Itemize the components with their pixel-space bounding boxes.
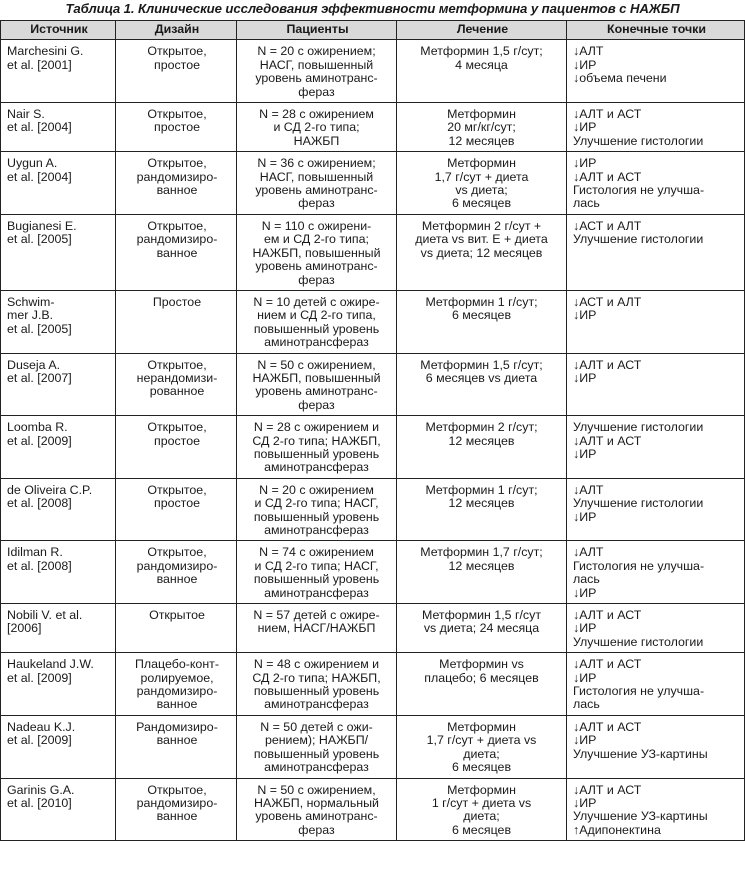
cell-line: N = 74 с ожирением — [259, 545, 374, 560]
cell-line: ↓АСТ и АЛТ — [573, 218, 642, 233]
cell-line: ↓АЛТ и АСТ — [573, 608, 642, 623]
treatment-cell — [397, 541, 567, 604]
cell-line: 12 месяцев — [448, 433, 515, 448]
cell-line: vs диета; — [455, 183, 508, 198]
cell-line: ↓ИР — [573, 670, 597, 685]
cell-line: ↓АЛТ и АСТ — [573, 357, 642, 372]
cell-line: и СД 2-го типа; — [273, 120, 360, 135]
table-row — [1, 478, 745, 541]
cell-line: et al. [2009] — [7, 733, 72, 748]
cell-line: et al. [2005] — [7, 321, 72, 336]
cell-line: НАСГ, повышенный — [259, 169, 374, 184]
cell-line: N = 57 детей с ожире- — [253, 608, 380, 623]
cell-line: 6 месяцев — [451, 760, 512, 775]
cell-line: простое — [153, 120, 200, 135]
cell-line: vs диета; 24 месяца — [423, 621, 540, 636]
cell-line: простое — [153, 433, 200, 448]
cell-line: Marchesini G. — [7, 44, 84, 59]
treatment-cell — [397, 416, 567, 479]
cell-line: НАЖБП, повышенный — [252, 370, 381, 385]
endpoints-cell — [567, 214, 745, 290]
cell-line: Bugianesi E. — [7, 218, 77, 233]
cell-line: 6 месяцев vs диета — [425, 370, 538, 385]
endpoints-cell — [567, 103, 745, 152]
table-row — [1, 778, 745, 841]
patients-cell — [237, 152, 397, 215]
cell-line: Nobili V. et al. — [7, 608, 83, 623]
endpoints-cell — [567, 653, 745, 716]
patients-cell — [237, 653, 397, 716]
cell-line: 4 месяца — [455, 57, 508, 72]
source-cell — [1, 152, 116, 215]
endpoints-cell — [567, 40, 745, 103]
cell-line: Метформин 2 г/сут + — [421, 218, 542, 233]
design-cell — [116, 353, 237, 416]
cell-line: ванное — [156, 572, 198, 587]
cell-line: mer J.B. — [7, 308, 54, 323]
cell-line: Loomba R. — [7, 420, 68, 435]
cell-line: аминотрансфераз — [264, 697, 369, 712]
cell-line: ем и СД 2-го типа; — [264, 232, 369, 247]
endpoints-cell — [567, 290, 745, 353]
cell-line: лась — [573, 572, 600, 587]
treatment-cell — [397, 103, 567, 152]
cell-line: [2006] — [7, 621, 42, 636]
table-row — [1, 40, 745, 103]
cell-line: аминотрансфераз — [264, 760, 369, 775]
cell-line: ↓АЛТ и АСТ — [573, 782, 642, 797]
table-row — [1, 214, 745, 290]
cell-line: Открытое — [149, 608, 205, 623]
cell-line: ↓ИР — [573, 370, 597, 385]
cell-line: Улучшение гистологии — [573, 634, 704, 649]
cell-line: N = 50 детей с ожи- — [260, 719, 373, 734]
cell-line: повышенный уровень — [253, 684, 380, 699]
cell-line: Улучшение гистологии — [573, 232, 704, 247]
cell-line: аминотрансфераз — [264, 523, 369, 537]
cell-line: Гистология не улучша- — [573, 558, 705, 573]
source-cell — [1, 214, 116, 290]
treatment-cell — [397, 152, 567, 215]
cell-line: Улучшение УЗ-картины — [573, 746, 708, 761]
cell-line: 1,7 г/сут + диета — [434, 169, 529, 184]
cell-line: Гистология не улучша- — [573, 684, 705, 699]
cell-line: ↓АЛТ и АСТ — [573, 169, 642, 184]
cell-line: N = 36 с ожирением; — [257, 156, 376, 171]
cell-line: уровень аминотранс- — [255, 183, 378, 198]
cell-line: диета; — [463, 809, 500, 824]
column-header-design: Дизайн — [116, 21, 237, 40]
treatment-cell — [397, 715, 567, 778]
design-cell — [116, 541, 237, 604]
cell-line: простое — [153, 496, 200, 511]
design-cell — [116, 478, 237, 541]
cell-line: уровень аминотранс- — [255, 809, 378, 824]
cell-line: Улучшение УЗ-картины — [573, 809, 708, 824]
source-cell — [1, 353, 116, 416]
treatment-cell — [397, 214, 567, 290]
cell-line: Метформин — [447, 782, 516, 797]
design-cell — [116, 778, 237, 841]
cell-line: et al. [2005] — [7, 232, 72, 247]
design-cell — [116, 40, 237, 103]
cell-line: et al. [2007] — [7, 370, 72, 385]
source-cell — [1, 416, 116, 479]
table-row — [1, 604, 745, 653]
patients-cell — [237, 541, 397, 604]
cell-line: et al. [2010] — [7, 795, 72, 810]
patients-cell — [237, 290, 397, 353]
design-cell — [116, 604, 237, 653]
cell-line: повышенный уровень — [253, 572, 380, 587]
cell-line: ↑Адипонектина — [573, 822, 661, 837]
cell-line: de Oliveira C.P. — [7, 482, 93, 497]
cell-line: Idilman R. — [7, 545, 63, 560]
cell-line: Uygun A. — [7, 156, 58, 171]
cell-line: Метформин 1,5 г/сут; — [420, 357, 543, 372]
cell-line: Nadeau K.J. — [7, 719, 76, 734]
cell-line: рандомизиро- — [136, 232, 218, 247]
cell-line: простое — [153, 57, 200, 72]
cell-line: плацебо; 6 месяцев — [424, 670, 539, 685]
cell-line: повышенный уровень — [253, 446, 380, 461]
cell-line: Schwim- — [7, 294, 55, 309]
column-header-source: Источник — [1, 21, 116, 40]
cell-line: рандомизиро- — [136, 169, 218, 184]
cell-line: фераз — [298, 196, 335, 211]
cell-line: ↓АЛТ — [573, 545, 604, 560]
cell-line: et al. [2009] — [7, 433, 72, 448]
design-cell — [116, 152, 237, 215]
cell-line: рением); НАЖБП/ — [264, 733, 369, 748]
table-row — [1, 353, 745, 416]
cell-line: фераз — [298, 822, 335, 837]
cell-line: нием и СД 2-го типа, — [257, 308, 376, 323]
design-cell — [116, 214, 237, 290]
cell-line: аминотрансфераз — [264, 460, 369, 475]
patients-cell — [237, 214, 397, 290]
cell-line: 1,7 г/сут + диета vs — [426, 733, 537, 748]
cell-line: Открытое, — [147, 44, 207, 59]
endpoints-cell — [567, 778, 745, 841]
treatment-cell — [397, 653, 567, 716]
source-cell — [1, 778, 116, 841]
cell-line: ↓ИР — [573, 509, 597, 524]
patients-cell — [237, 478, 397, 541]
cell-line: N = 110 с ожирени- — [261, 218, 372, 233]
cell-line: Garinis G.A. — [7, 782, 75, 797]
cell-line: повышенный уровень — [253, 321, 380, 336]
cell-line: et al. [2004] — [7, 169, 72, 184]
cell-line: рандомизиро- — [136, 795, 218, 810]
header-row — [1, 21, 745, 40]
cell-line: Открытое, — [147, 545, 207, 560]
cell-line: и СД 2-го типа; НАСГ, — [254, 496, 379, 511]
cell-line: рандомизиро- — [136, 558, 218, 573]
cell-line: лась — [573, 196, 600, 211]
cell-line: ↓АСТ и АЛТ — [573, 294, 642, 309]
table-row — [1, 152, 745, 215]
cell-line: et al. [2004] — [7, 120, 72, 135]
cell-line: ↓ИР — [573, 621, 597, 636]
patients-cell — [237, 715, 397, 778]
endpoints-cell — [567, 604, 745, 653]
source-cell — [1, 715, 116, 778]
cell-line: Метформин 1 г/сут; — [425, 482, 538, 497]
cell-line: ванное — [156, 245, 198, 260]
cell-line: Метформин 1,7 г/сут; — [420, 545, 543, 560]
source-cell — [1, 103, 116, 152]
cell-line: Метформин 1,5 г/сут — [421, 608, 541, 623]
cell-line: Метформин — [447, 156, 516, 171]
cell-line: уровень аминотранс- — [255, 259, 378, 274]
cell-line: Открытое, — [147, 482, 207, 497]
cell-line: уровень аминотранс- — [255, 71, 378, 86]
cell-line: ванное — [156, 697, 198, 712]
cell-line: ↓АЛТ и АСТ — [573, 719, 642, 734]
source-cell — [1, 604, 116, 653]
treatment-cell — [397, 40, 567, 103]
cell-line: нерандомизи- — [136, 370, 218, 385]
patients-cell — [237, 778, 397, 841]
source-cell — [1, 653, 116, 716]
column-header-patients: Пациенты — [237, 21, 397, 40]
cell-line: уровень аминотранс- — [255, 384, 378, 399]
patients-cell — [237, 416, 397, 479]
cell-line: ванное — [156, 183, 198, 198]
table-row — [1, 541, 745, 604]
cell-line: ролируемое, — [140, 670, 214, 685]
cell-line: ↓ИР — [573, 57, 597, 72]
cell-line: диета vs вит. Е + диета — [415, 232, 548, 247]
cell-line: Nair S. — [7, 107, 45, 122]
cell-line: 6 месяцев — [451, 822, 512, 837]
cell-line: N = 20 с ожирением; — [257, 44, 376, 59]
cell-line: НАЖБП, нормальный — [254, 795, 379, 810]
cell-line: N = 48 с ожирением и — [253, 657, 380, 672]
cell-line: фераз — [298, 397, 335, 412]
cell-line: Простое — [152, 294, 202, 309]
cell-line: СД 2-го типа; НАЖБП, — [252, 670, 381, 685]
cell-line: ↓ИР — [573, 795, 597, 810]
cell-line: 12 месяцев — [448, 133, 515, 148]
endpoints-cell — [567, 478, 745, 541]
cell-line: ↓АЛТ и АСТ — [573, 657, 642, 672]
column-header-treatment: Лечение — [397, 21, 567, 40]
cell-line: Метформин — [447, 719, 516, 734]
cell-line: повышенный уровень — [253, 509, 380, 524]
cell-line: N = 20 с ожирением — [259, 482, 374, 497]
patients-cell — [237, 40, 397, 103]
cell-line: ↓ИР — [573, 308, 597, 323]
cell-line: фераз — [298, 272, 335, 287]
cell-line: vs диета; 12 месяцев — [420, 245, 543, 260]
cell-line: Открытое, — [147, 420, 207, 435]
cell-line: Метформин 2 г/сут; — [425, 420, 538, 435]
metformin-studies-table — [0, 20, 745, 841]
patients-cell — [237, 604, 397, 653]
cell-line: 6 месяцев — [451, 196, 512, 211]
cell-line: НАСГ, повышенный — [259, 57, 374, 72]
design-cell — [116, 290, 237, 353]
treatment-cell — [397, 778, 567, 841]
cell-line: Метформин 1,5 г/сут; — [420, 44, 543, 59]
cell-line: рованное — [149, 384, 205, 399]
design-cell — [116, 416, 237, 479]
cell-line: Открытое, — [147, 357, 207, 372]
treatment-cell — [397, 604, 567, 653]
cell-line: et al. [2001] — [7, 57, 72, 72]
cell-line: N = 10 детей с ожире- — [253, 294, 380, 309]
cell-line: НАЖБП — [293, 133, 340, 148]
cell-line: ↓ИР — [573, 156, 597, 171]
cell-line: Метформин 1 г/сут; — [425, 294, 538, 309]
cell-line: Duseja A. — [7, 357, 61, 372]
table-body — [1, 40, 745, 841]
cell-line: ↓АЛТ и АСТ — [573, 107, 642, 122]
cell-line: лась — [573, 697, 600, 712]
table-row — [1, 290, 745, 353]
cell-line: Метформин — [447, 107, 516, 122]
cell-line: и СД 2-го типа; НАСГ, — [254, 558, 379, 573]
cell-line: N = 50 с ожирением, — [257, 357, 376, 372]
cell-line: et al. [2008] — [7, 558, 72, 573]
design-cell — [116, 103, 237, 152]
source-cell — [1, 541, 116, 604]
table-row — [1, 103, 745, 152]
cell-line: ванное — [156, 809, 198, 824]
cell-line: ↓ИР — [573, 585, 597, 600]
cell-line: аминотрансфераз — [264, 335, 369, 350]
design-cell — [116, 653, 237, 716]
cell-line: ↓ИР — [573, 120, 597, 135]
design-cell — [116, 715, 237, 778]
patients-cell — [237, 353, 397, 416]
table-row — [1, 653, 745, 716]
cell-line: N = 50 с ожирением, — [257, 782, 376, 797]
cell-line: Открытое, — [147, 218, 207, 233]
cell-line: ванное — [156, 733, 198, 748]
cell-line: Открытое, — [147, 156, 207, 171]
treatment-cell — [397, 290, 567, 353]
treatment-cell — [397, 478, 567, 541]
cell-line: ↓ИР — [573, 446, 597, 461]
cell-line: et al. [2008] — [7, 496, 72, 511]
cell-line: нием, НАСГ/НАЖБП — [257, 621, 376, 636]
cell-line: ↓объема печени — [573, 71, 667, 86]
cell-line: диета; — [463, 746, 500, 761]
endpoints-cell — [567, 541, 745, 604]
endpoints-cell — [567, 715, 745, 778]
endpoints-cell — [567, 416, 745, 479]
cell-line: Плацебо-конт- — [135, 657, 219, 672]
cell-line: ↓ИР — [573, 733, 597, 748]
table-row — [1, 416, 745, 479]
table-caption: Таблица 1. Клинические исследования эффективности метформина у пациентов с НАЖБП — [65, 1, 680, 16]
cell-line: Гистология не улучша- — [573, 183, 705, 198]
source-cell — [1, 478, 116, 541]
cell-line: Улучшение гистологии — [573, 133, 704, 148]
cell-line: СД 2-го типа; НАЖБП, — [252, 433, 381, 448]
cell-line: ↓АЛТ — [573, 44, 604, 59]
cell-line: Улучшение гистологии — [573, 420, 704, 435]
cell-line: ↓АЛТ — [573, 482, 604, 497]
cell-line: Улучшение гистологии — [573, 496, 704, 511]
patients-cell — [237, 103, 397, 152]
cell-line: 12 месяцев — [448, 558, 515, 573]
source-cell — [1, 290, 116, 353]
cell-line: Открытое, — [147, 107, 207, 122]
endpoints-cell — [567, 353, 745, 416]
cell-line: рандомизиро- — [136, 684, 218, 699]
cell-line: 20 мг/кг/сут; — [447, 120, 516, 135]
cell-line: НАЖБП, повышенный — [252, 245, 381, 260]
table-row — [1, 715, 745, 778]
cell-line: N = 28 с ожирением и — [253, 420, 380, 435]
cell-line: 1 г/сут + диета vs — [431, 795, 532, 810]
column-header-endpoints: Конечные точки — [567, 21, 745, 40]
cell-line: повышенный уровень — [253, 746, 380, 761]
treatment-cell — [397, 353, 567, 416]
cell-line: Метформин vs — [439, 657, 524, 672]
cell-line: фераз — [298, 84, 335, 99]
cell-line: ↓АЛТ и АСТ — [573, 433, 642, 448]
endpoints-cell — [567, 152, 745, 215]
cell-line: аминотрансфераз — [264, 585, 369, 600]
cell-line: N = 28 с ожирением — [259, 107, 374, 122]
cell-line: Haukeland J.W. — [7, 657, 94, 672]
cell-line: Рандомизиро- — [136, 719, 218, 734]
cell-line: 12 месяцев — [448, 496, 515, 511]
cell-line: 6 месяцев — [451, 308, 512, 323]
cell-line: Открытое, — [147, 782, 207, 797]
source-cell — [1, 40, 116, 103]
cell-line: et al. [2009] — [7, 670, 72, 685]
